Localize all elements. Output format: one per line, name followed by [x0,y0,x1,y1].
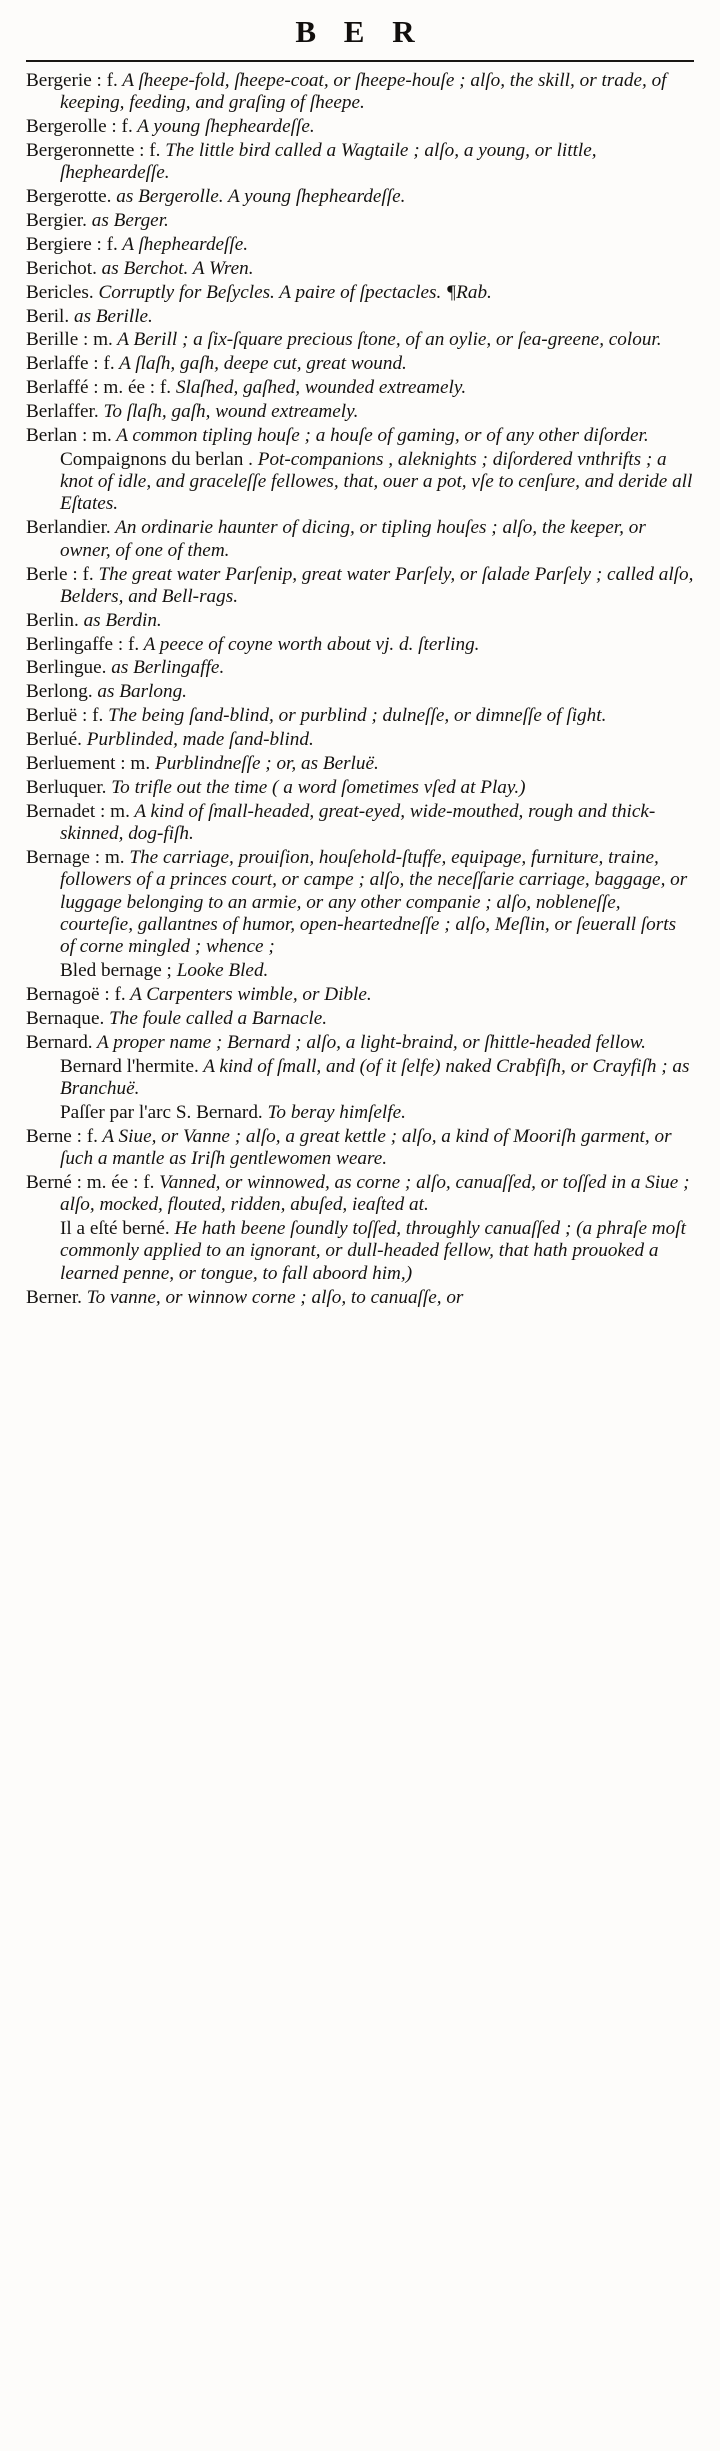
entry-headword: Bergerotte. [26,186,112,208]
dictionary-entry [26,705,694,727]
entry-definition: as Barlong. [92,681,187,703]
sub-entry [26,1056,694,1101]
dictionary-entry [26,1008,694,1030]
entry-headword: Berlingue. [26,657,107,679]
entry-headword: Berluquer. [26,776,107,798]
dictionary-entry [26,425,694,447]
entry-headword: Bernard. [26,1031,93,1053]
entry-definition: Vanned, or winnowed, as corne ; alſo, canuaſſed, or toſſed in a Siue ; alſo, mocked, flouted, ridden, abuſed, ieaſted at. [60,1171,690,1216]
entry-definition: The being ſand-blind, or purblind ; dulneſſe, or dimneſſe of ſight. [103,705,607,727]
entry-headword: Berlaffé : m. ée : f. [26,377,172,399]
dictionary-entry [26,401,694,423]
entry-definition: as Berlingaffe. [106,657,225,679]
entry-headword: Bergeronnette : f. [26,140,161,162]
dictionary-entry [26,1172,694,1217]
dictionary-entry [26,610,694,632]
entry-definition: A ſlaſh, gaſh, deepe cut, great wound. [114,353,407,375]
entry-headword: Berichot. [26,257,97,279]
dictionary-entry [26,258,694,280]
dictionary-entry [26,329,694,351]
entry-headword: Berlong. [26,681,93,703]
entry-headword: Berné : m. ée : f. [26,1171,155,1193]
entry-headword: Bernage : m. [26,846,125,868]
header-divider [26,60,694,62]
entry-headword: Bernaque. [26,1007,105,1029]
dictionary-entry [26,306,694,328]
dictionary-entry [26,1126,694,1171]
dictionary-entry [26,681,694,703]
entry-definition: To trifle out the time ( a word ſometimes vſed at Play.) [106,776,526,798]
dictionary-entry [26,353,694,375]
dictionary-entry [26,517,694,562]
entry-definition: A Siue, or Vanne ; alſo, a great kettle ; alſo, a kind of Mooriſh garment, or ſuch a mantle as Iriſh gentlewomen weare. [60,1125,672,1170]
entry-list [26,70,694,1309]
entry-definition: Purblindneſſe ; or, as Berluë. [150,752,379,774]
entry-headword: Bericles. [26,281,94,303]
entry-definition: The carriage, prouiſion, houſehold-ſtuffe, equipage, furniture, traine, followers of a princes court, or campe ; alſo, the neceſſarie carriage, baggage, or luggage belonging to an armie, or any other companie ; alſo, nobleneſſe, courteſie, gallantnes of humor, open-heartedneſſe ; alſo, Meſlin, or ſeuerall ſorts of corne mingled ; whence ; [60,846,688,958]
dictionary-entry [26,234,694,256]
entry-definition: He hath beene ſoundly toſſed, throughly canuaſſed ; (a phraſe moſt commonly applied to an ignorant, or dull-headed fellow, that hath prouoked a learned penne, or tongue, to fall aboord him,) [60,1218,686,1284]
dictionary-entry [26,377,694,399]
entry-definition: as Berger. [86,210,169,232]
dictionary-entry [26,140,694,185]
entry-definition: A Berill ; a ſix-ſquare precious ſtone, of an oylie, or ſea-greene, colour. [112,329,662,351]
entry-definition: To beray himſelfe. [262,1101,406,1123]
dictionary-entry [26,564,694,609]
entry-definition: Purblinded, made ſand-blind. [81,729,314,751]
dictionary-entry [26,753,694,775]
entry-headword: Berlin. [26,609,79,631]
entry-definition: The foule called a Barnacle. [104,1007,328,1029]
sub-entry [26,1218,694,1285]
entry-headword: Bergerie : f. [26,70,118,91]
entry-headword: Paſſer par l'arc S. Bernard. [60,1101,263,1123]
dictionary-entry [26,801,694,846]
entry-headword: Bled bernage ; [60,960,172,982]
entry-definition: A proper name ; Bernard ; alſo, a light-braind, or ſhittle-headed fellow. [92,1031,646,1053]
entry-definition: A ſheepe-fold, ſheepe-coat, or ſheepe-houſe ; alſo, the skill, or trade, of keeping, feeding, and graſing of ſheepe. [60,70,667,114]
sub-entry [26,960,694,982]
entry-definition: A kind of ſmall-headed, great-eyed, wide-mouthed, rough and thick-skinned, dog-fiſh. [60,800,656,844]
dictionary-entry [26,634,694,656]
entry-headword: Berlandier. [26,517,111,539]
entry-headword: Berluë : f. [26,705,104,727]
entry-headword: Bergiere : f. [26,234,118,256]
entry-definition: An ordinarie haunter of dicing, or tipling houſes ; alſo, the keeper, or owner, of one of them. [60,517,646,561]
dictionary-entry [26,657,694,679]
entry-definition: A young ſhepheardeſſe. [132,116,315,138]
entry-definition: The little bird called a Wagtaile ; alſo, a young, or little, ſhepheardeſſe. [60,140,597,184]
entry-definition: The great water Parſenip, great water Parſely, or ſalade Parſely ; called alſo, Belders, and Bell-rags. [60,563,694,607]
entry-definition: To vanne, or winnow corne ; alſo, to canuaſſe, or [81,1286,464,1308]
dictionary-entry [26,1032,694,1054]
entry-definition: A Carpenters wimble, or Dible. [125,984,372,1006]
entry-definition: To ſlaſh, gaſh, wound extreamely. [98,401,359,423]
entry-headword: Bergerolle : f. [26,116,133,138]
entry-headword: Beril. [26,305,70,327]
entry-headword: Bergier. [26,210,87,232]
sub-entry [26,449,694,516]
dictionary-entry [26,210,694,232]
entry-headword: Bernadet : m. [26,800,130,822]
entry-headword: Berle : f. [26,563,94,585]
entry-definition: A kind of ſmall, and (of it ſelfe) naked Crabfiſh, or Crayfiſh ; as Branchuë. [60,1055,690,1099]
dictionary-entry [26,282,694,304]
entry-headword: Berlaffer. [26,401,99,423]
entry-definition: as Berchot. A Wren. [96,257,254,279]
entry-definition: A ſhepheardeſſe. [117,234,249,256]
entry-definition: as Bergerolle. A young ſhepheardeſſe. [111,186,406,208]
entry-headword: Berner. [26,1286,82,1308]
dictionary-entry [26,70,694,115]
dictionary-entry [26,116,694,138]
entry-headword: Berlan : m. [26,424,112,446]
entry-definition: A common tipling houſe ; a houſe of gaming, or of any other diſorder. [111,424,649,446]
entry-headword: Bernagoë : f. [26,984,126,1006]
dictionary-entry [26,186,694,208]
entry-definition: Slaſhed, gaſhed, wounded extreamely. [171,377,467,399]
dictionary-entry [26,984,694,1006]
entry-definition: as Berdin. [78,609,162,631]
entry-headword: Berne : f. [26,1125,98,1147]
dictionary-entry [26,1287,694,1309]
entry-headword: Il a eſté berné. [60,1218,170,1240]
dictionary-entry [26,777,694,799]
entry-headword: Bernard l'hermite. [60,1055,199,1077]
entry-headword: Berlingaffe : f. [26,633,140,655]
entry-definition: A peece of coyne worth about vj. d. ſterling. [139,633,480,655]
entry-headword: Berlué. [26,729,82,751]
entry-headword: Compaignons du berlan . [60,448,253,470]
entry-headword: Berlaffe : f. [26,353,115,375]
entry-definition: Corruptly for Beſycles. A paire of ſpectacles. ¶Rab. [93,281,492,303]
entry-headword: Berille : m. [26,329,113,351]
entry-definition: as Berille. [69,305,153,327]
page-running-head: B E R [295,14,425,49]
sub-entry [26,1102,694,1124]
dictionary-entry [26,847,694,959]
dictionary-entry [26,729,694,751]
entry-headword: Berluement : m. [26,752,151,774]
entry-definition: Pot-companions , aleknights ; diſordered vnthrifts ; a knot of idle, and graceleſſe fellowes, that, ouer a pot, vſe to cenſure, and deride all Eſtates. [60,448,693,515]
entry-definition: Looke Bled. [171,960,269,982]
